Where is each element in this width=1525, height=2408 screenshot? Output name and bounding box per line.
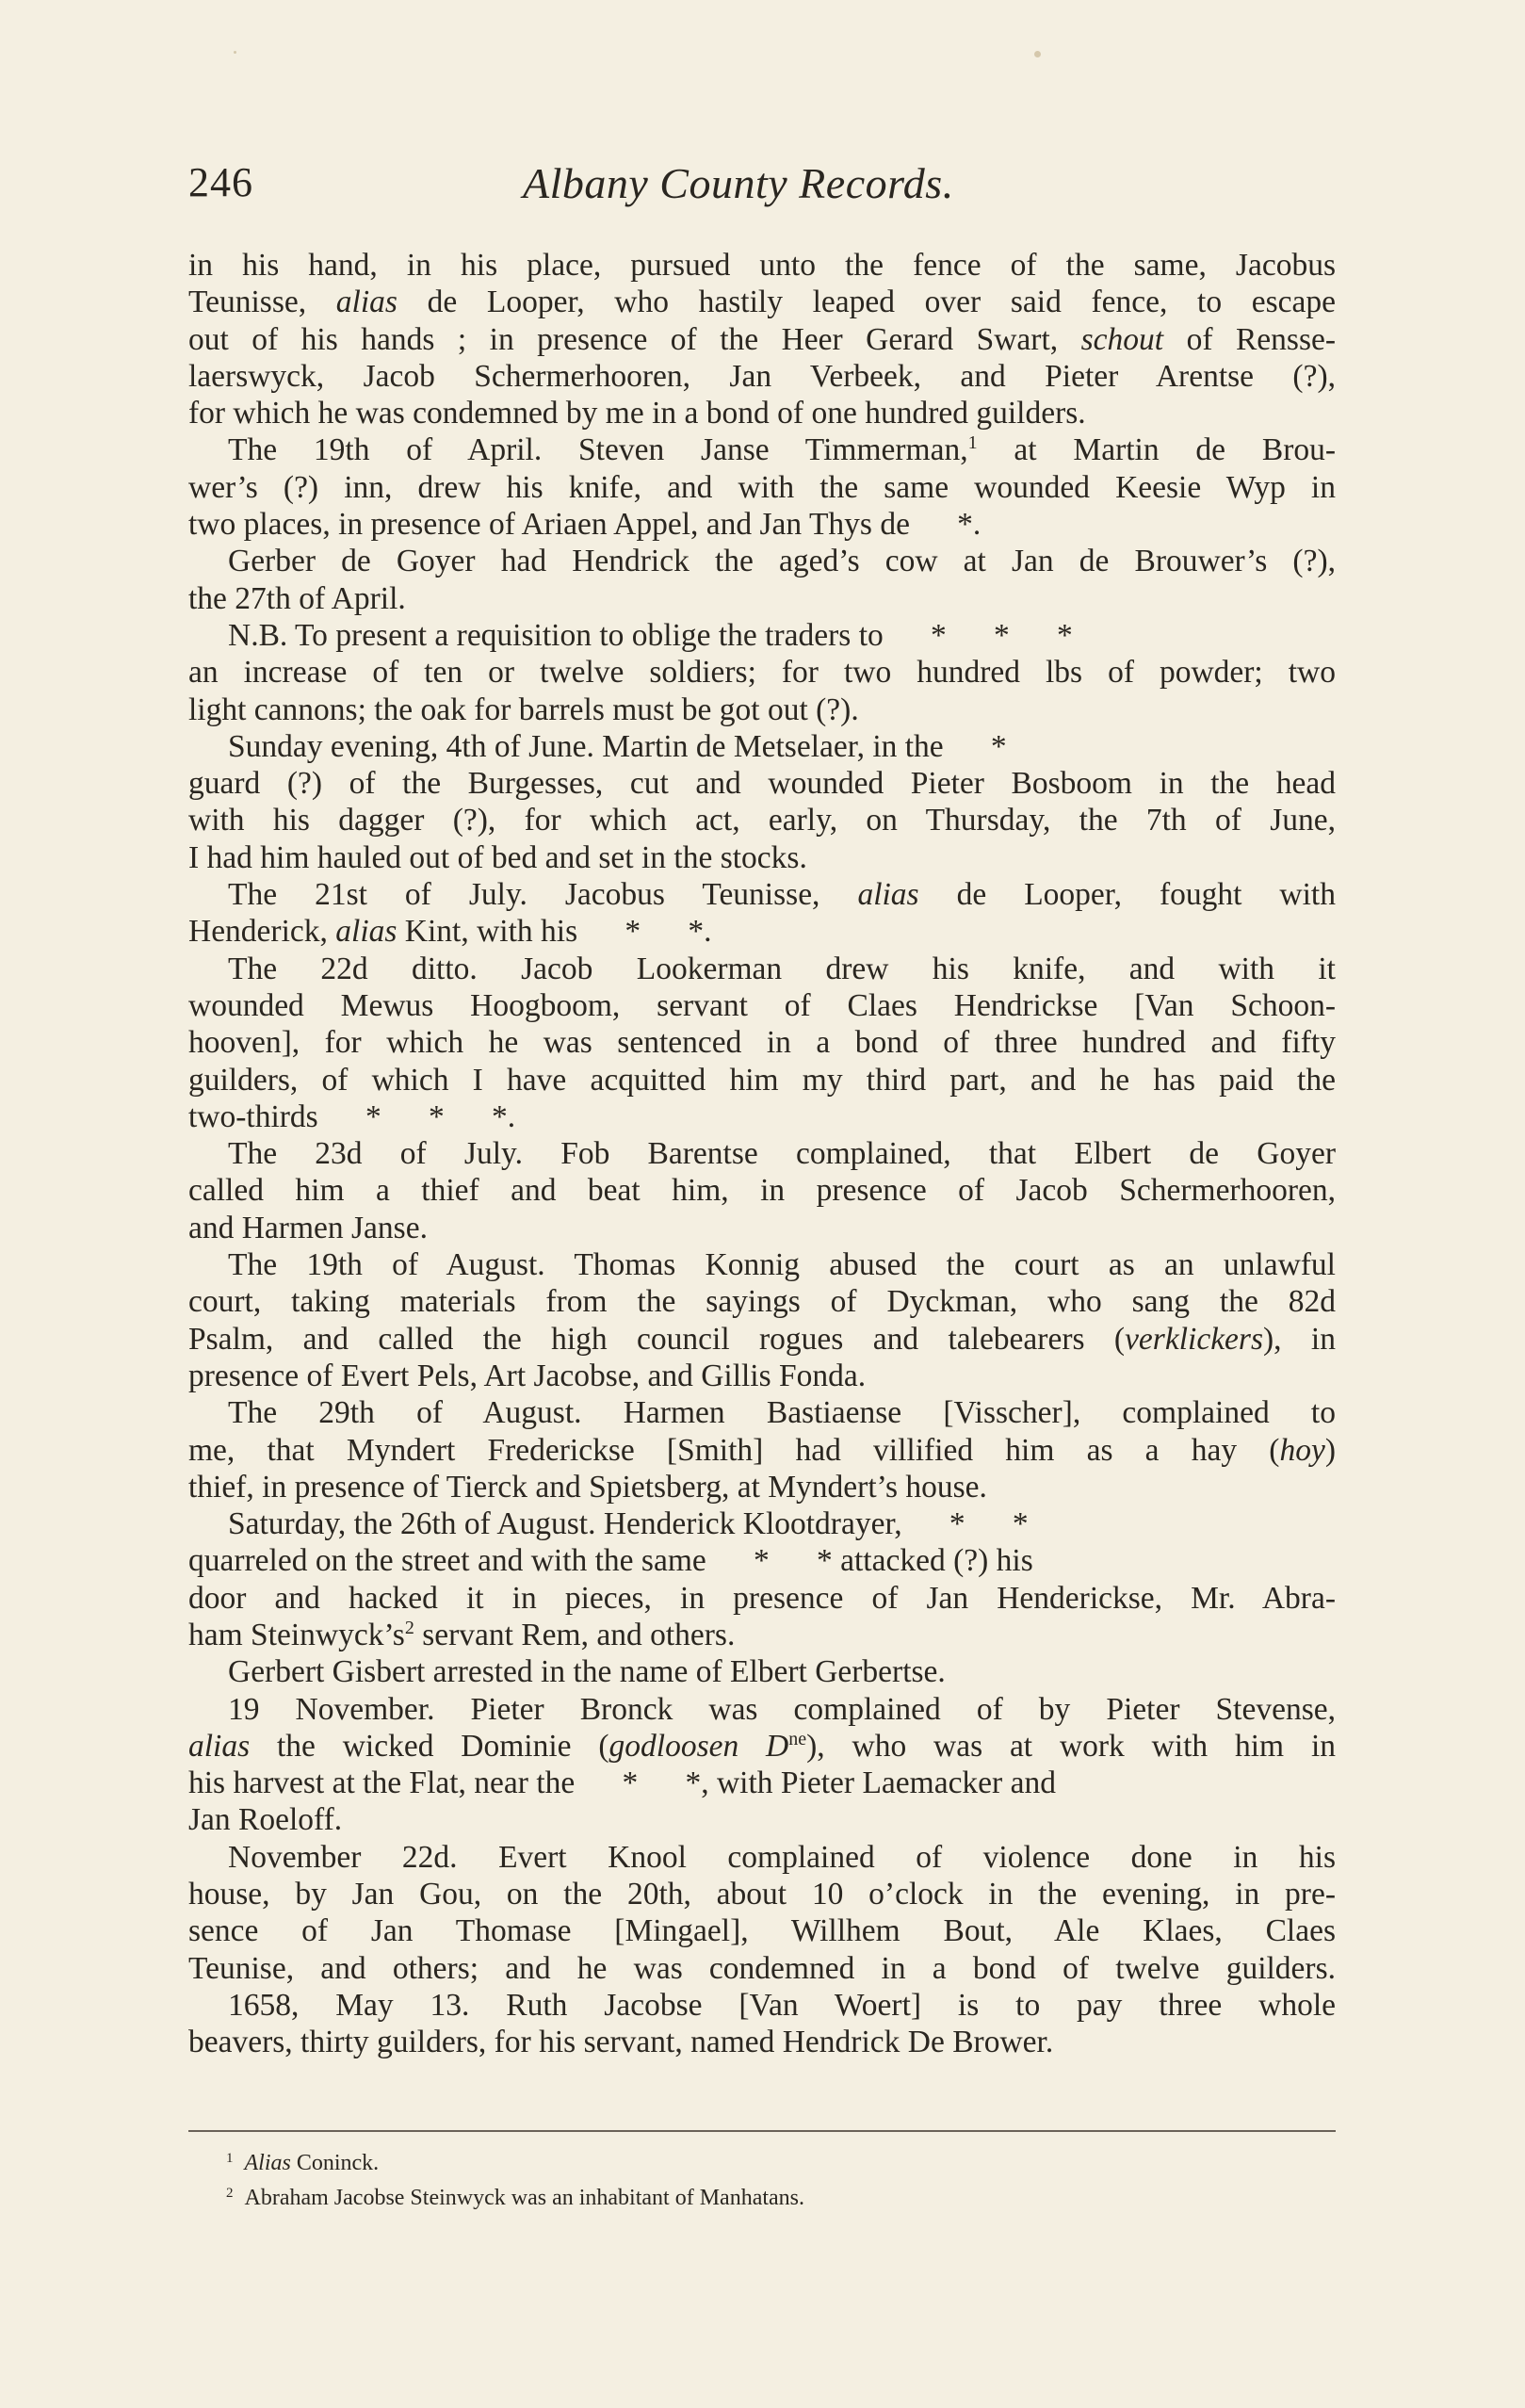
text-line: Saturday, the 26th of August. Henderick Klootdrayer, * * <box>228 1506 1029 1542</box>
text-line: N.B. To present a requisition to oblige the traders to * * * <box>228 617 1073 653</box>
text-line: The 29th of August. Harmen Bastiaense [Visscher], complained to <box>228 1395 1336 1431</box>
text-line: for which he was condemned by me in a bond of one hundred guilders. <box>188 396 1086 431</box>
footnote-ref: 2 <box>404 1617 414 1638</box>
text-line: hooven], for which he was sentenced in a bond of three hundred and fifty <box>188 1025 1336 1061</box>
text-line: the 27th of April. <box>188 580 406 616</box>
text-line: wer’s (?) inn, drew his knife, and with the same wounded Keesie Wyp in <box>188 469 1336 505</box>
text-line: The 23d of July. Fob Barentse complained, that Elbert de Goyer <box>228 1136 1336 1172</box>
text-line: ham $Steinwyck’s^2$ servant Rem, and others. <box>188 1617 736 1652</box>
footnotes <box>226 2143 1262 2213</box>
page-number: 246 <box>188 159 253 205</box>
text-line: The 19th of August. Thomas Konnig abused the court as an unlawful <box>228 1247 1336 1283</box>
text-line: house, by Jan Gou, on the 20th, about 10 o’clock in the evening, in pre- <box>188 1877 1336 1912</box>
text-line: 19 November. Pieter Bronck was complained of by Pieter Stevense, <box>228 1691 1336 1727</box>
text-line: an increase of ten or twelve soldiers; for two hundred lbs of powder; two <box>188 655 1336 691</box>
text-line: guard (?) of the Burgesses, cut and wounded Pieter Bosboom in the head <box>188 766 1336 802</box>
text-line: Gerbert Gisbert arrested in the name of Elbert Gerbertse. <box>228 1654 946 1690</box>
text-line: his harvest at the Flat, near the * *, with Pieter Laemacker and <box>188 1765 1056 1801</box>
footnote: $^1$ Alias Coninck. <box>226 2151 380 2175</box>
text-line: light cannons; the oak for barrels must be got out (?). <box>188 691 859 727</box>
text-line: court, taking materials from the sayings of Dyckman, who sang the 82d <box>188 1284 1336 1320</box>
text-line: quarreled on the street and with the same * * attacked (?) his <box>188 1543 1033 1579</box>
text-line: The 22d ditto. Jacob Lookerman drew his knife, and with it <box>228 951 1336 986</box>
text-line: two places, in presence of Ariaen Appel, and Jan Thys de *. <box>188 507 982 543</box>
text-line: Gerber de Goyer had Hendrick the aged’s cow at Jan de Brouwer’s (?), <box>228 544 1336 579</box>
text-line: out of his hands ; in presence of the Heer Gerard Swart, schout of Rensse- <box>188 321 1337 357</box>
text-line: Sunday evening, 4th of June. Martin de Metselaer, in the * <box>228 728 1007 764</box>
text-line: The 21st of July. Jacobus Teunisse, alias de Looper, fought with <box>228 877 1336 913</box>
body-text <box>188 247 1336 2061</box>
text-line: beavers, thirty guilders, for his servant, named Hendrick De Brower. <box>188 2025 1054 2060</box>
paper-speck <box>1034 51 1041 57</box>
footnote-ref: 1 <box>967 432 978 454</box>
text-line: Jan Roeloff. <box>188 1802 343 1838</box>
text-line: November 22d. Evert Knool complained of violence done in his <box>228 1839 1336 1875</box>
text-line: two-thirds * * *. <box>188 1098 516 1134</box>
text-line: wounded Mewus Hoogboom, servant of Claes Hendrickse [Van Schoon- <box>188 987 1336 1023</box>
text-line: with his dagger (?), for which act, early, on Thursday, the 7th of June, <box>188 803 1336 838</box>
paper-speck <box>234 51 236 54</box>
running-title: Albany County Records. <box>523 159 954 207</box>
text-line: Teunisse, alias de Looper, who hastily leaped over said fence, to escape <box>188 285 1336 320</box>
text-line: 1658, May 13. Ruth Jacobse [Van Woert] is to pay three whole <box>228 1987 1336 2023</box>
text-line: me, that Myndert Frederickse [Smith] had villified him as a hay (hoy) <box>188 1432 1336 1468</box>
text-line: in his hand, in his place, pursued unto the fence of the same, Jacobus <box>188 248 1336 283</box>
text-line: thief, in presence of Tierck and Spietsberg, at Myndert’s house. <box>188 1469 987 1505</box>
text-line: I had him hauled out of bed and set in the stocks. <box>188 839 807 875</box>
text-line: sence of Jan Thomase [Mingael], Willhem Bout, Ale Klaes, Claes <box>188 1913 1336 1949</box>
page-header <box>188 158 1336 215</box>
text-line: The 19th of April. Steven Janse Timmerman,$^1$ at Martin de Brou- <box>228 432 1336 468</box>
text-line: guilders, of which I have acquitted him my third part, and he has paid the <box>188 1062 1336 1098</box>
text-line: door and hacked it in pieces, in presence of Jan Henderickse, Mr. Abra- <box>188 1580 1336 1616</box>
text-line: Teunise, and others; and he was condemned in a bond of twelve guilders. <box>188 1950 1336 1986</box>
footnote-divider <box>188 2130 1336 2132</box>
text-line: alias the wicked Dominie (godloosen $D^{ne}$), who was at work with him in <box>188 1728 1336 1764</box>
text-line: laerswyck, Jacob Schermerhooren, Jan Verbeek, and Pieter Arentse (?), <box>188 358 1336 394</box>
text-line: and Harmen Janse. <box>188 1210 428 1245</box>
text-line: Psalm, and called the high council rogues and talebearers (verklickers), in <box>188 1321 1336 1357</box>
text-line: presence of Evert Pels, Art Jacobse, and Gillis Fonda. <box>188 1358 867 1393</box>
text-line: Henderick, alias Kint, with his * *. <box>188 914 712 950</box>
footnote: $^2$ Abraham Jacobse Steinwyck was an inhabitant of Manhatans. <box>226 2186 805 2210</box>
text-line: called him a thief and beat him, in presence of Jacob Schermerhooren, <box>188 1173 1336 1209</box>
